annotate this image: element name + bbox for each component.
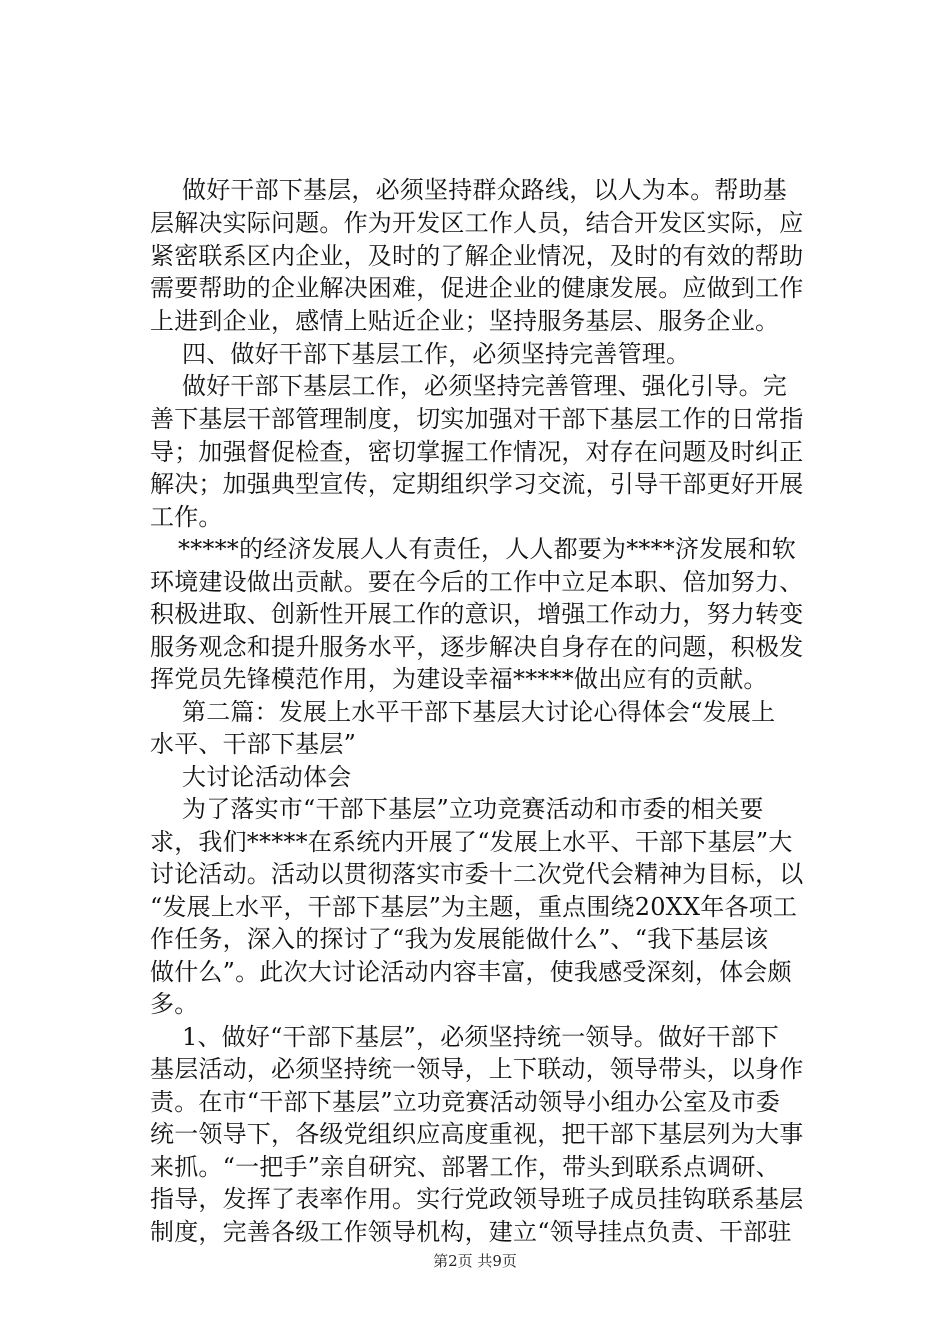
text-line: 指导，发挥了表率作用。实行党政领导班子成员挂钩联系基层 [150,1185,804,1213]
text-line: 责。在市“干部下基层”立功竞赛活动领导小组办公室及市委 [150,1088,780,1116]
text-line: 工作。 [150,503,223,531]
text-line: 为了落实市“干部下基层”立功竞赛活动和市委的相关要 [182,795,764,823]
text-line: 作任务，深入的探讨了“我为发展能做什么”、“我下基层该 [150,925,769,953]
text-line: 来抓。“一把手”亲自研究、部署工作，带头到联系点调研、 [150,1153,780,1181]
text-line: 环境建设做出贡献。要在今后的工作中立足本职、倍加努力、 [150,568,804,596]
chapter-title: 水平、干部下基层” [150,730,357,758]
chapter-title: 第二篇：发展上水平干部下基层大讨论心得体会“发展上 [182,698,776,726]
text-line: 制度，完善各级工作领导机构，建立“领导挂点负责、干部驻 [150,1218,792,1246]
text-line: 善下基层干部管理制度，切实加强对干部下基层工作的日常指 [150,405,804,433]
text-line: 多。 [150,990,199,1018]
text-line: 挥党员先锋模范作用，为建设幸福*****做出应有的贡献。 [150,665,768,693]
text-line: 需要帮助的企业解决困难，促进企业的健康发展。应做到工作 [150,274,804,302]
text-line: 讨论活动。活动以贯彻落实市委十二次党代会精神为目标，以 [150,860,804,888]
text-line: 统一领导下，各级党组织应高度重视，把干部下基层列为大事 [150,1120,804,1148]
section-heading: 四、做好干部下基层工作，必须坚持完善管理。 [182,340,691,368]
text-line: 解决；加强典型宣传，定期组织学习交流，引导干部更好开展 [150,470,804,498]
text-line: “发展上水平，干部下基层”为主题，重点围绕20XX年各项工 [150,893,798,921]
text-line: 做好干部下基层，必须坚持群众路线，以人为本。帮助基 [182,176,787,204]
text-line: 上进到企业，感情上贴近企业；坚持服务基层、服务企业。 [150,307,780,335]
page-number: 第2页 共9页 [433,1252,517,1270]
text-line: 导；加强督促检查，密切掌握工作情况，对存在问题及时纠正 [150,438,804,466]
text-line: *****的经济发展人人有责任，人人都要为****济发展和软 [178,535,796,563]
text-line: 服务观念和提升服务水平，逐步解决自身存在的问题，积极发 [150,633,804,661]
text-line: 做好干部下基层工作，必须坚持完善管理、强化引导。完 [182,372,787,400]
text-line: 积极进取、创新性开展工作的意识，增强工作动力，努力转变 [150,600,804,628]
text-line: 层解决实际问题。作为开发区工作人员，结合开发区实际，应 [150,209,804,237]
subtitle: 大讨论活动体会 [182,763,352,791]
text-line: 求，我们*****在系统内开展了“发展上水平、干部下基层”大 [150,828,793,856]
text-line: 1、做好“干部下基层”，必须坚持统一领导。做好干部下 [182,1023,780,1051]
text-line: 做什么”。此次大讨论活动内容丰富，使我感受深刻，体会颇 [150,958,792,986]
text-line: 紧密联系区内企业，及时的了解企业情况，及时的有效的帮助 [150,242,804,270]
text-line: 基层活动，必须坚持统一领导，上下联动，领导带头，以身作 [150,1055,804,1083]
